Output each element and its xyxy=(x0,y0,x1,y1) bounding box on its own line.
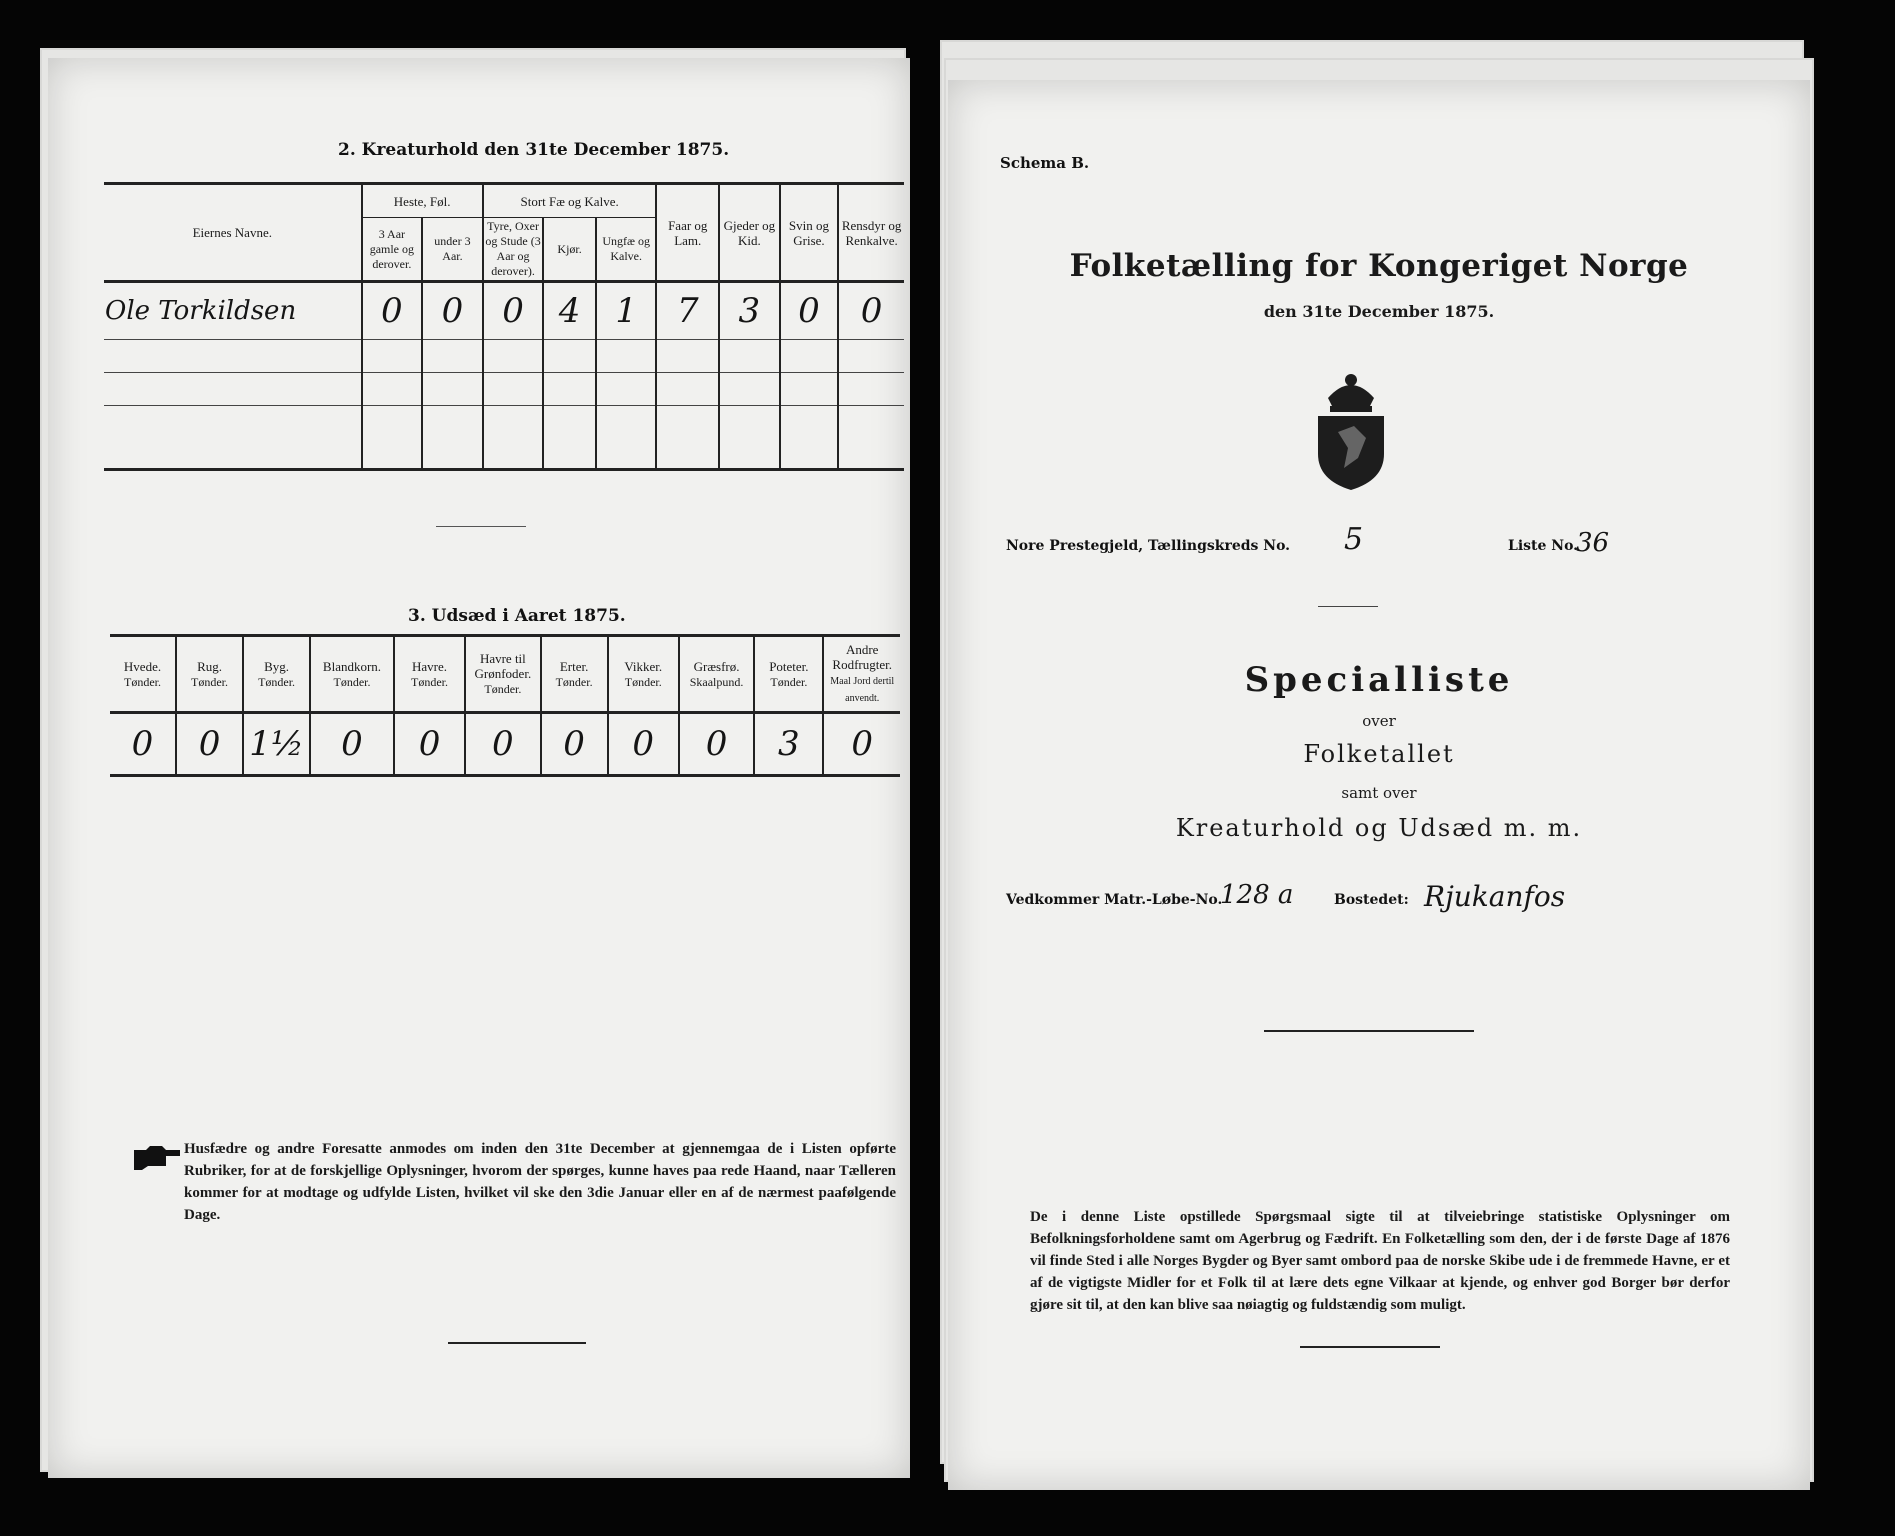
seed-header-0: Hvede. Tønder. xyxy=(110,636,176,713)
over-text-1: over xyxy=(1362,712,1396,730)
bostedet-value: Rjukanfos xyxy=(1424,880,1566,913)
header-ungfae: Ungfæ og Kalve. xyxy=(596,218,657,282)
main-title: Folketælling for Kongeriget Norge xyxy=(1069,248,1689,284)
header-gjeder: Gjeder og Kid. xyxy=(719,184,780,282)
samt-over-text: samt over xyxy=(1341,784,1417,802)
prestegjeld-label: Nore Prestegjeld, Tællingskreds No. xyxy=(1006,538,1291,554)
seed-header-2: Byg. Tønder. xyxy=(243,636,310,713)
header-faar: Faar og Lam. xyxy=(656,184,719,282)
header-heste-young: under 3 Aar. xyxy=(422,218,483,282)
seed-value: 0 xyxy=(608,713,679,776)
livestock-value: 0 xyxy=(483,282,544,340)
section2-title: 2. Kreaturhold den 31te December 1875. xyxy=(338,140,730,160)
seed-header-4: Havre. Tønder. xyxy=(394,636,465,713)
matr-no: 128 a xyxy=(1220,880,1294,910)
livestock-value: 0 xyxy=(422,282,483,340)
seed-value: 1½ xyxy=(243,713,310,776)
seed-value: 0 xyxy=(679,713,754,776)
seed-value: 0 xyxy=(110,713,176,776)
seed-value: 0 xyxy=(394,713,465,776)
folketallet-text: Folketallet xyxy=(1303,740,1455,768)
header-rensdyr: Rensdyr og Renkalve. xyxy=(838,184,904,282)
seed-value: 0 xyxy=(310,713,394,776)
header-svin: Svin og Grise. xyxy=(780,184,839,282)
main-subtitle: den 31te December 1875. xyxy=(1263,302,1495,321)
pointing-hand-icon xyxy=(132,1144,182,1172)
seed-value: 0 xyxy=(176,713,243,776)
seed-header-3: Blandkorn. Tønder. xyxy=(310,636,394,713)
right-page xyxy=(948,80,1810,1490)
intro-paragraph: De i denne Liste opstillede Spørgsmaal sigte til at tilveiebringe statistiske Oplysninger om Befolkningsforholdene samt om Agerbrug og Fædrift. En Folketælling som den, der i de første Dage af 1876 vil finde Sted i alle Norges Bygder og Byer samt ombord paa de norske Skibe ude i de fremmede Havne, er et af de vigtigste Midler for et Folk til at lære dets egne Vilkaar at kjende, og enhver god Borger bør derfor gjøre sit til, at den kan blive saa nøiagtig og fuldstændig som muligt. xyxy=(1030,1209,1730,1313)
seed-value: 0 xyxy=(823,713,900,776)
coat-of-arms-icon xyxy=(1308,362,1394,492)
livestock-value: 4 xyxy=(543,282,596,340)
seed-header-8: Græsfrø. Skaalpund. xyxy=(679,636,754,713)
left-page xyxy=(48,58,910,1478)
header-tyre: Tyre, Oxer og Stude (3 Aar og derover). xyxy=(483,218,544,282)
livestock-value: 0 xyxy=(780,282,839,340)
bottom-rule-left xyxy=(448,1342,586,1344)
divider-short xyxy=(436,526,526,527)
livestock-value: 0 xyxy=(838,282,904,340)
header-stort-fae: Stort Fæ og Kalve. xyxy=(483,184,657,218)
section3-title: 3. Udsæd i Aaret 1875. xyxy=(408,606,626,626)
specialliste-title: Specialliste xyxy=(1244,660,1514,700)
divider-top xyxy=(1318,606,1378,607)
livestock-table xyxy=(104,182,904,471)
header-heste-old: 3 Aar gamle og derover. xyxy=(362,218,423,282)
matr-label: Vedkommer Matr.-Løbe-No. xyxy=(1006,892,1223,908)
seed-header-10: Andre Rodfrugter. Maal Jord dertil anvendt. xyxy=(823,636,900,713)
seed-value: 0 xyxy=(465,713,540,776)
livestock-value: 3 xyxy=(719,282,780,340)
tellingskreds-no: 5 xyxy=(1344,522,1364,557)
livestock-value: 7 xyxy=(656,282,719,340)
bostedet-label: Bostedet: xyxy=(1334,892,1409,908)
seed-table xyxy=(110,634,900,777)
livestock-value: 0 xyxy=(362,282,423,340)
header-heste: Heste, Føl. xyxy=(362,184,483,218)
liste-label: Liste No. xyxy=(1508,538,1579,554)
seed-header-7: Vikker. Tønder. xyxy=(608,636,679,713)
header-kjor: Kjør. xyxy=(543,218,596,282)
schema-label: Schema B. xyxy=(1000,154,1090,172)
seed-value: 3 xyxy=(754,713,823,776)
header-owner-name: Eiernes Navne. xyxy=(104,184,362,282)
divider-middle xyxy=(1264,1030,1474,1032)
notice-text: Husfædre og andre Foresatte anmodes om inden den 31te December at gjennemgaa de i Listen opførte Rubriker, for at de forskjellige Oplysninger, hvorom der spørges, kunne haves paa rede Haand, naar Tælleren kommer for at modtage og udfylde Listen, hvilket vil ske den 3die Januar eller en af de nærmest paafølgende Dage. xyxy=(184,1141,896,1223)
seed-header-6: Erter. Tønder. xyxy=(541,636,608,713)
owner-name-cell: Ole Torkildsen xyxy=(104,282,362,340)
livestock-value: 1 xyxy=(596,282,657,340)
kreaturhold-text: Kreaturhold og Udsæd m. m. xyxy=(1175,814,1583,842)
liste-no: 36 xyxy=(1576,528,1610,558)
seed-header-9: Poteter. Tønder. xyxy=(754,636,823,713)
seed-header-5: Havre til Grønfoder. Tønder. xyxy=(465,636,540,713)
seed-header-1: Rug. Tønder. xyxy=(176,636,243,713)
bottom-rule-right xyxy=(1300,1346,1440,1348)
seed-value: 0 xyxy=(541,713,608,776)
